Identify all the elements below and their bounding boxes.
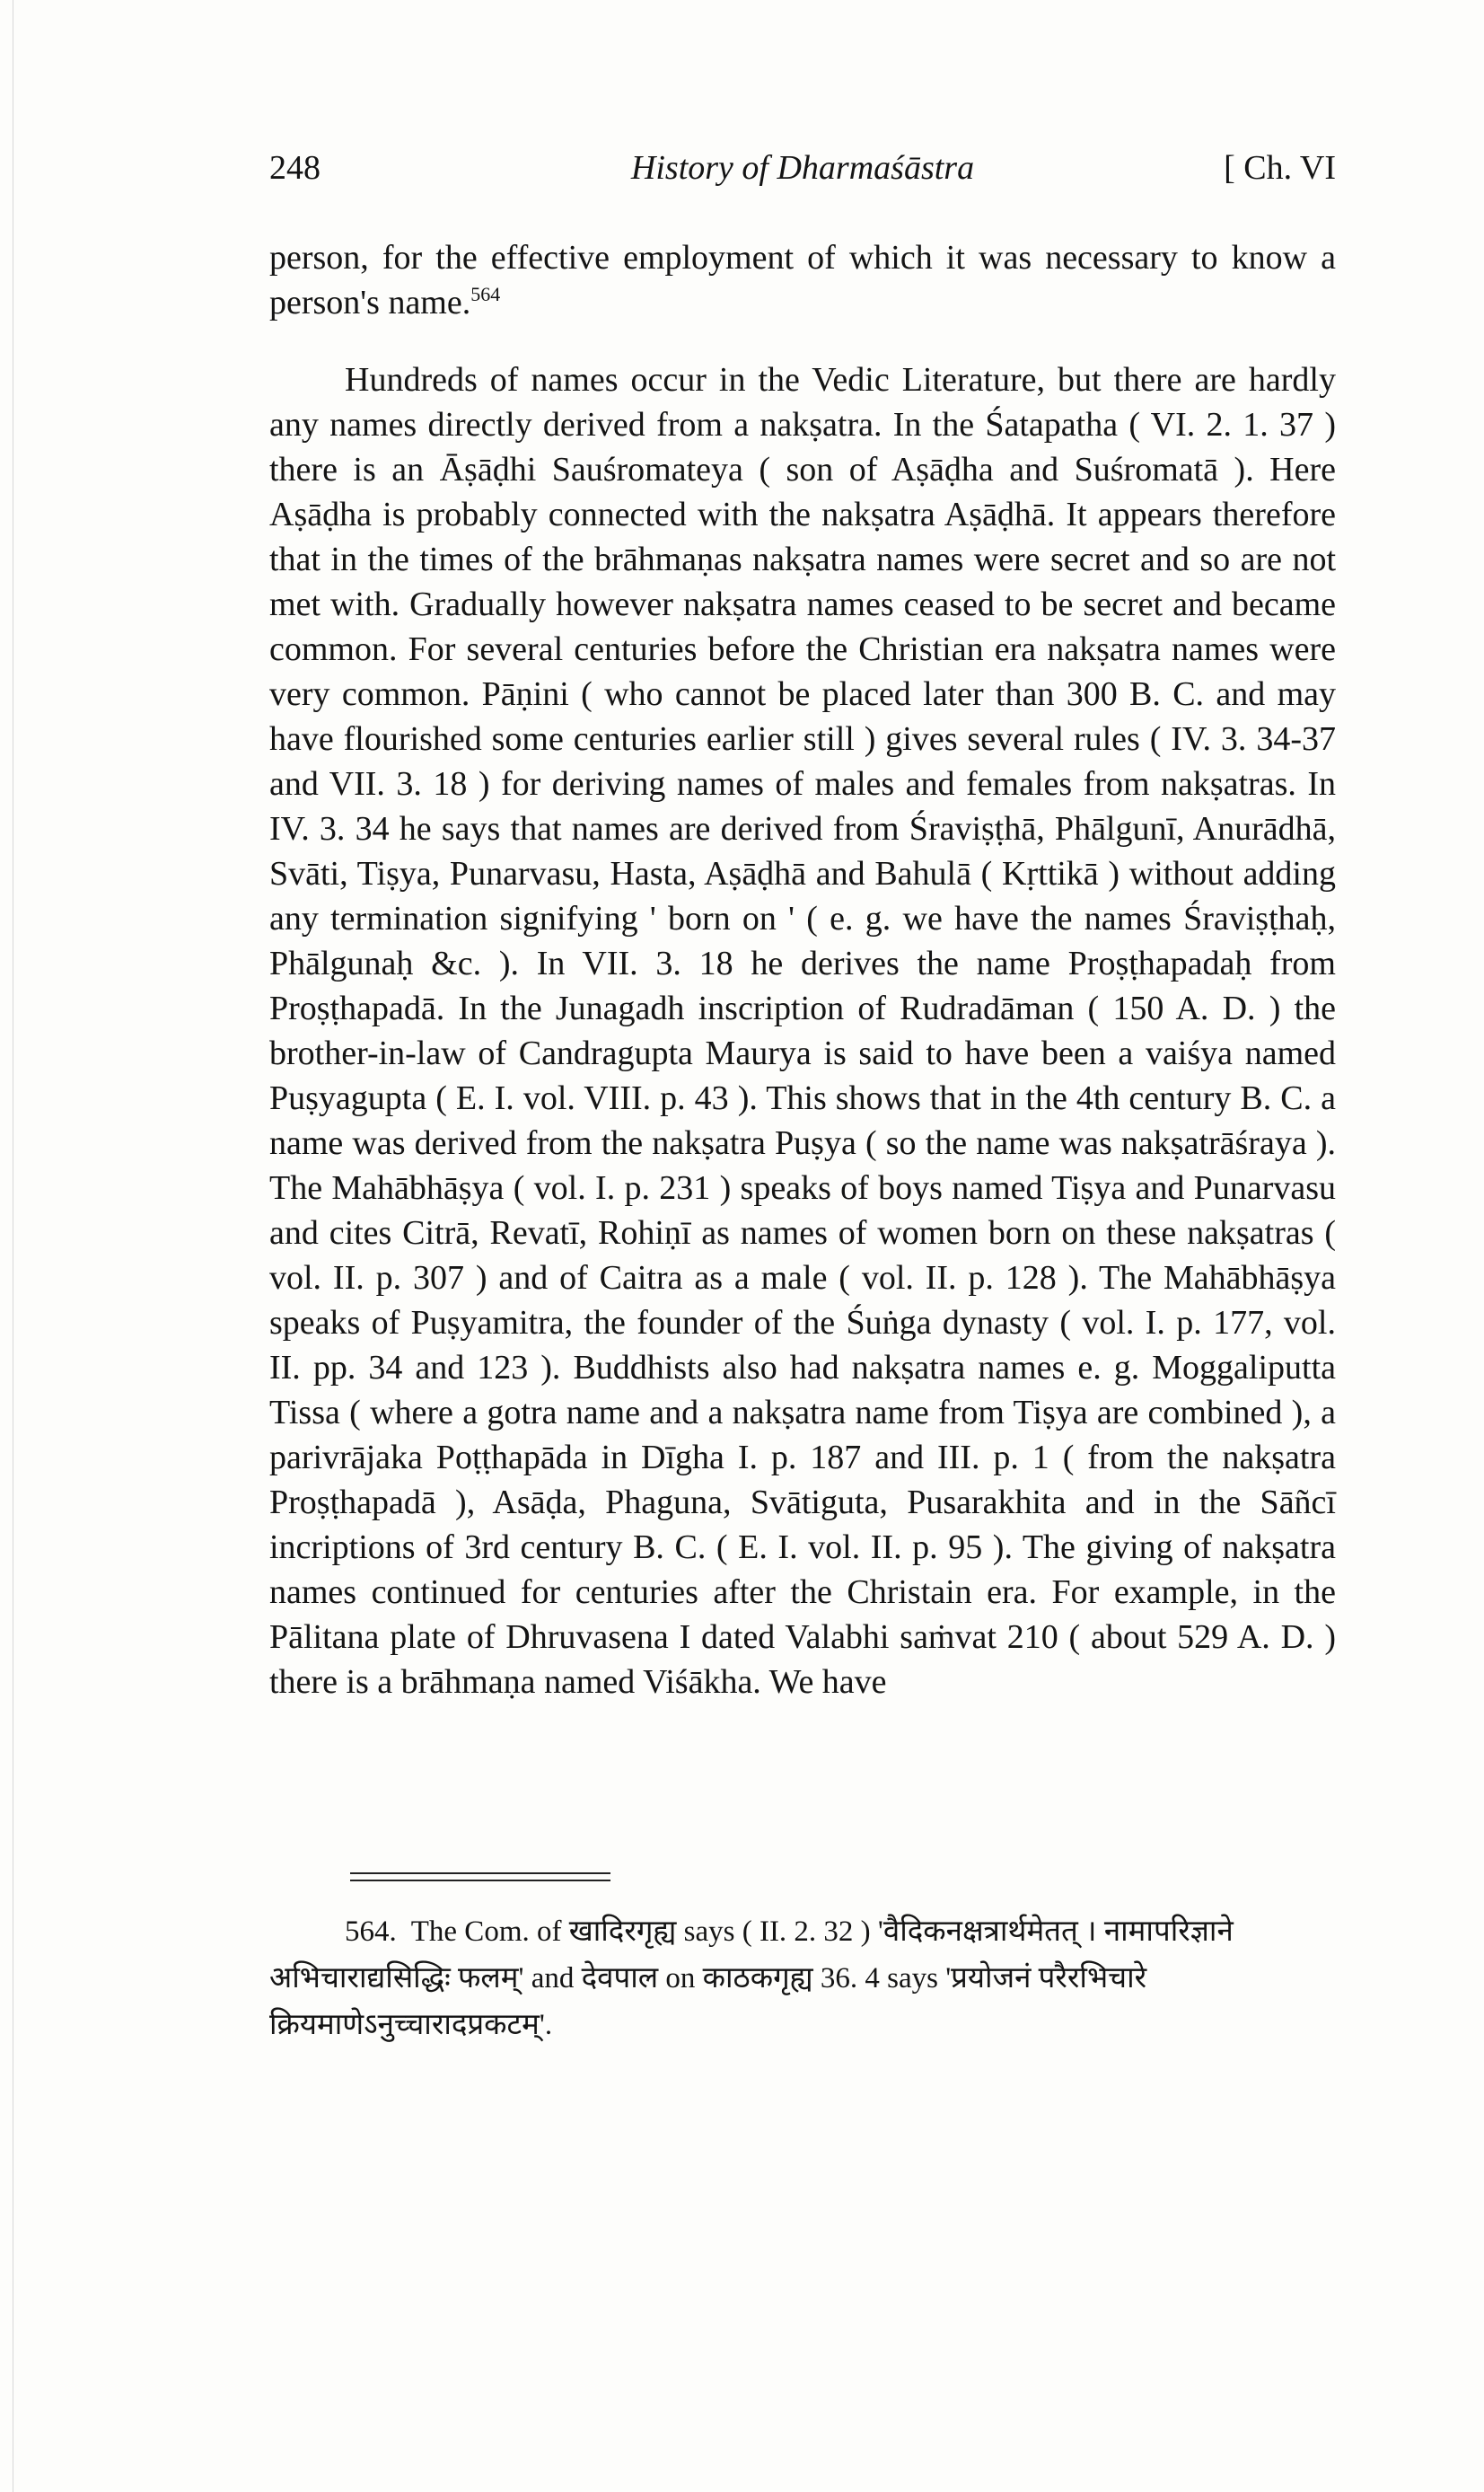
running-title: History of Dharmaśāstra — [630, 149, 975, 187]
running-header — [269, 148, 1336, 193]
main-text — [269, 235, 1336, 1704]
chapter-label: [ Ch. VI — [1224, 149, 1336, 187]
paragraph-1-text: person, for the effective employment of which it was necessary to know a person's name. — [269, 239, 1336, 321]
footnote-reference[interactable]: 564 — [470, 283, 501, 305]
footnote — [269, 1908, 1336, 2048]
footnote-separator-double — [350, 1880, 610, 1881]
page-number: 248 — [269, 149, 321, 187]
footnote-separator — [350, 1872, 610, 1874]
paragraph-continuation — [269, 235, 1336, 325]
paragraph-2: Hundreds of names occur in the Vedic Literature, but there are hardly any names directly derived from a nakṣatra. In the Śatapatha ( VI. 2. 1. 37 ) there is an Āṣāḍhi Sauśromateya ( son of Aṣāḍha and Suśromatā ). Here Aṣāḍha is probably connected with the nakṣatra Aṣāḍhā. It appears therefore that in the times of the brāhmaṇas nakṣatra names were secret and so are not met with. Gradually however nakṣatra names ceased to be secret and became common. For several centuries before the Christian era nakṣatra names were very common. Pāṇini ( who cannot be placed later than 300 B. C. and may have flourished some centuries earlier still ) gives several rules ( IV. 3. 34-37 and VII. 3. 18 ) for deriving names of males and females from nakṣatras. In IV. 3. 34 he says that names are derived from Śraviṣṭhā, Phālgunī, Anurādhā, Svāti, Tiṣya, Punarvasu, Hasta, Aṣāḍhā and Bahulā ( Kṛttikā ) without adding any termination signifying ' born on ' ( e. g. we have the names Śraviṣṭhaḥ, Phālgunaḥ &c. ). In VII. 3. 18 he derives the name Proṣṭhapadaḥ from Proṣṭhapadā. In the Junagadh inscription of Rudradāman ( 150 A. D. ) the brother-in-law of Candragupta Maurya is said to have been a vaiśya named Puṣyagupta ( E. I. vol. VIII. p. 43 ). This shows that in the 4th century B. C. a name was derived from the nakṣatra Puṣya ( so the name was nakṣatrāśraya ). The Mahābhāṣya ( vol. I. p. 231 ) speaks of boys named Tiṣya and Punarvasu and cites Citrā, Revatī, Rohiṇī as names of women born on these nakṣatras ( vol. II. p. 307 ) and of Caitra as a male ( vol. II. p. 128 ). The Mahābhāṣya speaks of Puṣyamitra, the founder of the Śuṅga dynasty ( vol. I. p. 177, vol. II. pp. 34 and 123 ). Buddhists also had nakṣatra names e. g. Moggaliputta Tissa ( where a gotra name and a nakṣatra name from Tiṣya are combined ), a parivrājaka Poṭṭhapāda in Dīgha I. p. 187 and III. p. 1 ( from the nakṣatra Proṣṭhapadā ), Asāḍa, Phaguna, Svātiguta, Pusarakhita and in the Sāñcī incriptions of 3rd century B. C. ( E. I. vol. II. p. 95 ). The giving of nakṣatra names continued for centuries after the Christain era. For example, in the Pālitana plate of Dhruvasena I dated Valabhi saṁvat 210 ( about 529 A. D. ) there is a brāhmaṇa named Viśākha. We have — [269, 361, 1336, 1701]
footnote-text: The Com. of खादिरगृह्य says ( II. 2. 32 ) 'वैदिकनक्षत्रार्थमेतत् । नामापरिज्ञाने अभिचाराद्यसिद्धिः फलम्' and देवपाल on काठकगृह्य 36. 4 says 'प्रयोजनं परैरभिचारे क्रियमाणेऽनुच्चारादप्रकटम्'. — [269, 1915, 1234, 2041]
footnote-number: 564. — [345, 1915, 397, 1948]
